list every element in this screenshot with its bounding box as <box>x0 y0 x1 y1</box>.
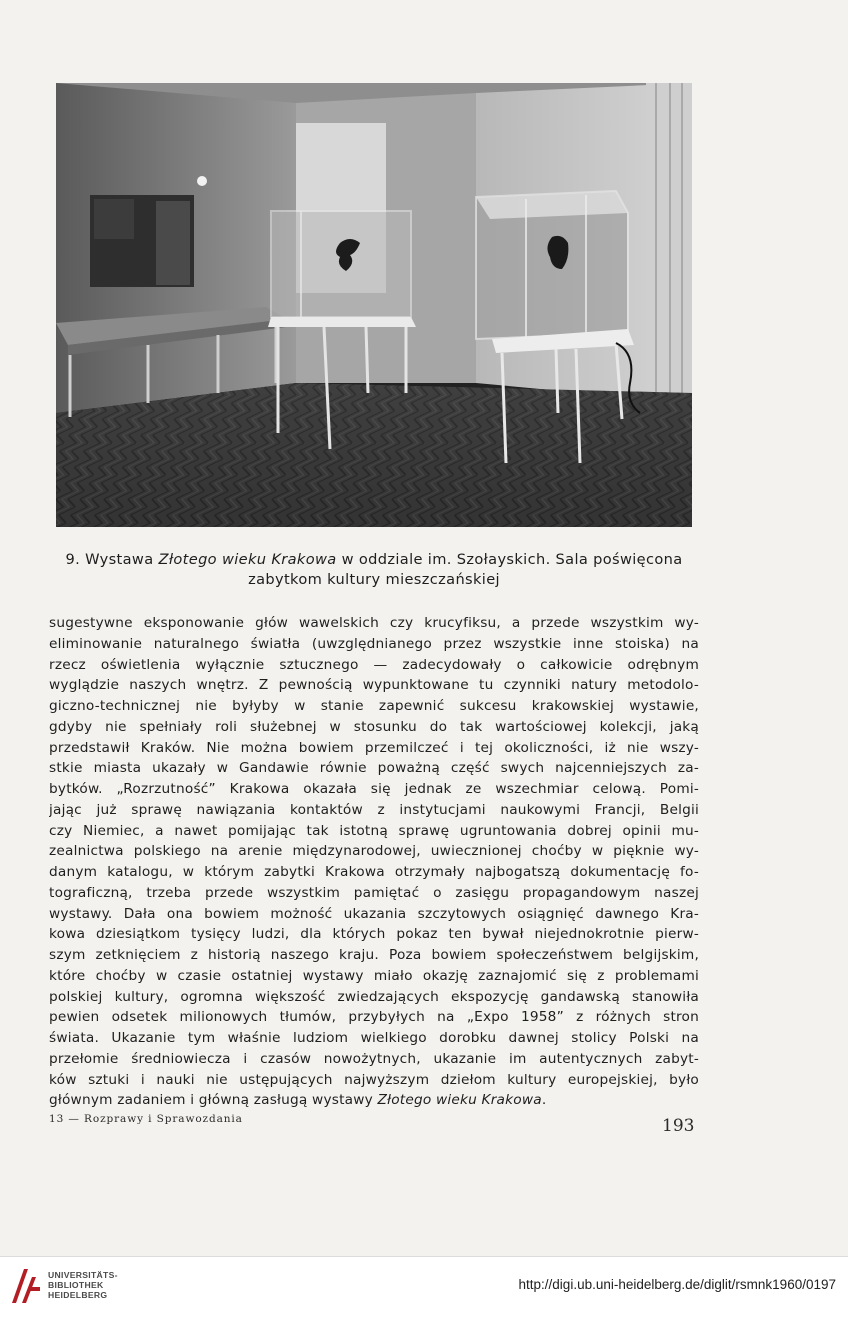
library-name <box>48 1270 118 1300</box>
footer-series-note: 13 — Rozprawy i Sprawozdania <box>49 1113 243 1125</box>
text-line-last <box>49 1090 699 1111</box>
text-line: rzecz oświetlenia wyłącznie sztucznego — zadecydowały o całkowicie odrębnym <box>49 656 699 673</box>
text-line: polskiej kultury, ogromna większość zwiedzających ekspozycję gandawską stanowiła <box>49 988 699 1005</box>
text-line: sugestywne eksponowanie głów wawelskich czy krucyfiksu, a przede wszystkim wy- <box>49 615 699 631</box>
text-line: szym zetknięciem z historią naszego kraju. Poza bowiem społeczeństwem belgijskim, <box>49 947 699 963</box>
library-footer-bar <box>0 1256 848 1317</box>
text-line: giczno-technicznej nie byłyby w stanie zapewnić sukcesu krakowskiej wystawie, <box>49 698 699 714</box>
page-number: 193 <box>662 1116 695 1136</box>
text-line: które choćby w czasie ostatniej wystawy miało okazję zaznajomić się z problemami <box>49 967 699 984</box>
last-line-post: . <box>541 1092 547 1109</box>
caption-text-post: w oddziale im. Szołayskich. Sala poświęcona <box>341 551 683 568</box>
last-line-pre: głównym zadaniem i główną zasługą wystawy <box>49 1092 373 1109</box>
caption-text-pre: Wystawa <box>85 551 154 568</box>
permalink-url[interactable]: http://digi.ub.uni-heidelberg.de/diglit/rsmnk1960/0197 <box>518 1277 836 1292</box>
text-line: świata. Ukazanie tym właśnie ludziom wielkiego dorobku dawnej stolicy Polski na <box>49 1030 699 1046</box>
text-line: tograficzną, trzeba przede wszystkim pamiętać o zasięgu propagandowym naszej <box>49 884 699 901</box>
text-line: czy Niemiec, a nawet pomijając tak istotną sprawę ugruntowania dobrej opinii mu- <box>49 822 699 839</box>
text-line: danym katalogu, w którym zabytki Krakowa otrzymały najbogatszą dokumentację fo- <box>49 864 699 880</box>
text-line: jając już sprawę nawiązania kontaktów z instytucjami naukowymi Francji, Belgii <box>49 801 699 818</box>
text-line: przedstawił Kraków. Nie można bowiem przemilczeć i tej okoliczności, iż nie wszy- <box>49 739 699 756</box>
library-name-line-2: BIBLIOTHEK <box>48 1280 104 1290</box>
text-line: wystawy. Dała ona bowiem możność ukazania szczytowych osiągnięć dawnego Kra- <box>49 905 699 922</box>
text-line: przełomie średniowiecza i czasów nowożytnych, ukazanie im autentycznych zabyt- <box>49 1050 699 1067</box>
text-line: zealnictwa polskiego na arenie międzynarodowej, uwiecznionej choćby w pięknie wy- <box>49 843 699 860</box>
exhibition-photo <box>56 83 692 527</box>
text-line: bytków. „Rozrzutność” Krakowa okazała się jednak ze wszechmiar celową. Pomi- <box>49 781 699 797</box>
heidelberg-library-logo-icon[interactable] <box>8 1265 44 1307</box>
exhibition-room-photograph <box>56 83 692 527</box>
figure-caption <box>48 550 700 590</box>
caption-line-2: zabytkom kultury mieszczańskiej <box>248 571 500 588</box>
library-name-line-3: HEIDELBERG <box>48 1290 108 1300</box>
library-name-line-1: UNIVERSITÄTS- <box>48 1270 118 1280</box>
caption-number: 9. <box>65 551 81 568</box>
text-line: stkie miasta ukazały w Gandawie równie poważną część swych najcenniejszych za- <box>49 760 699 777</box>
text-line: kowa dziesiątkom tysięcy ludzi, dla których pokaz ten bywał niejednokrotnie pierw- <box>49 926 699 943</box>
text-line: ków sztuki i nauki nie ustępujących najwyższym dziełom kultury europejskiej, było <box>49 1071 699 1088</box>
logo-mark <box>12 1269 40 1303</box>
text-line: wyglądzie naszych wnętrz. Z pewnością wypunktowane tu czynniki natury metodolo- <box>49 677 699 694</box>
text-line: gdyby nie spełniały roli służebnej w stosunku do tak wartościowej kolekcji, jaką <box>49 718 699 735</box>
text-line: eliminowanie naturalnego światła (uwzględnianego przez wszystkie inne stoiska) na <box>49 635 699 652</box>
caption-italic-title: Złotego wieku Krakowa <box>158 551 337 568</box>
last-line-italic: Złotego wieku Krakowa <box>377 1092 542 1109</box>
text-line: pewien odsetek milionowych tłumów, przybyłych na „Expo 1958” z różnych stron <box>49 1009 699 1026</box>
body-text <box>49 613 699 1111</box>
